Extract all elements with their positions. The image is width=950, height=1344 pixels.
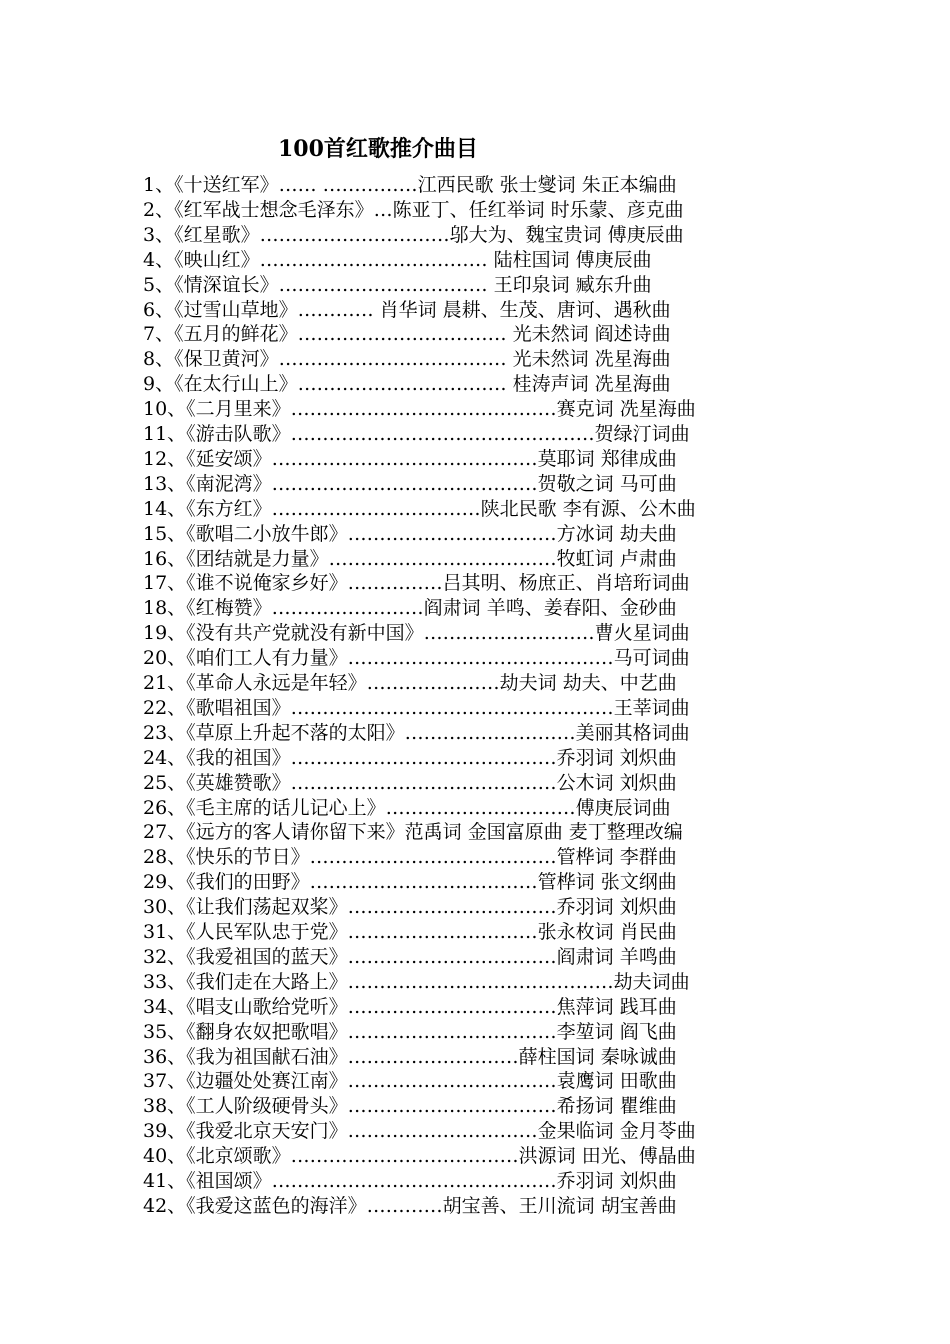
list-item: 12、《延安颂》……………………………………莫耶词 郑律成曲: [143, 447, 677, 470]
list-item: 2、《红军战士想念毛泽东》…陈亚丁、任红举词 时乐蒙、彦克曲: [143, 198, 684, 221]
list-item: 15、《歌唱二小放牛郎》……………………………方冰词 劫夫曲: [143, 522, 677, 545]
list-item: 21、《革命人永远是年轻》…………………劫夫词 劫夫、中艺曲: [143, 672, 677, 694]
list-item: 30、《让我们荡起双桨》……………………………乔羽词 刘炽曲: [143, 896, 677, 919]
list-item: 19、《没有共产党就没有新中国》………………………曹火星词曲: [143, 622, 690, 645]
list-item: 9、《在太行山上》…………………………… 桂涛声词 冼星海曲: [143, 373, 671, 396]
list-item: 25、《英雄赞歌》……………………………………公木词 刘炽曲: [143, 771, 677, 794]
list-item: 26、《毛主席的话儿记心上》…………………………傅庚辰词曲: [143, 796, 671, 819]
list-item: 8、《保卫黄河》……………………………… 光未然词 冼星海曲: [143, 348, 671, 371]
page-title: 100首红歌推介曲目: [278, 136, 478, 162]
list-item: 4、《映山红》……………………………… 陆柱国词 傅庚辰曲: [143, 248, 652, 271]
list-item: 28、《快乐的节日》…………………………………管桦词 李群曲: [143, 846, 677, 869]
list-item: 38、《工人阶级硬骨头》……………………………希扬词 瞿维曲: [143, 1095, 677, 1118]
list-item: 1、《十送红军》…… ……………江西民歌 张士燮词 朱正本编曲: [143, 174, 677, 196]
list-item: 40、《北京颂歌》………………………………洪源词 田光、傅晶曲: [143, 1145, 696, 1168]
list-item: 41、《祖国颂》………………………………………乔羽词 刘炽曲: [143, 1170, 677, 1192]
list-item: 14、《东方红》……………………………陕北民歌 李有源、公木曲: [143, 497, 696, 520]
list-item: 31、《人民军队忠于党》…………………………张永枚词 肖民曲: [143, 921, 677, 943]
list-item: 37、《边疆处处赛江南》……………………………袁鹰词 田歌曲: [143, 1070, 677, 1093]
list-item: 16、《团结就是力量》………………………………牧虹词 卢肃曲: [143, 547, 677, 570]
list-item: 36、《我为祖国献石油》………………………薛柱国词 秦咏诚曲: [143, 1045, 677, 1068]
list-item: 32、《我爱祖国的蓝天》……………………………阎肃词 羊鸣曲: [143, 945, 677, 968]
list-item: 33、《我们走在大路上》……………………………………劫夫词曲: [143, 970, 690, 993]
list-item: 13、《南泥湾》……………………………………贺敬之词 马可曲: [143, 472, 677, 495]
list-item: 3、《红星歌》…………………………邬大为、魏宝贵词 傅庚辰曲: [143, 223, 684, 246]
list-item: 22、《歌唱祖国》……………………………………………王莘词曲: [143, 696, 690, 719]
list-item: 7、《五月的鲜花》…………………………… 光未然词 阎述诗曲: [143, 323, 671, 346]
list-item: 10、《二月里来》……………………………………赛克词 冼星海曲: [143, 398, 696, 421]
list-item: 18、《红梅赞》……………………阎肃词 羊鸣、姜春阳、金砂曲: [143, 597, 677, 620]
list-item: 23、《草原上升起不落的太阳》………………………美丽其格词曲: [143, 721, 690, 744]
list-item: 39、《我爱北京天安门》…………………………金果临词 金月苓曲: [143, 1120, 696, 1143]
list-item: 29、《我们的田野》………………………………管桦词 张文纲曲: [143, 871, 677, 894]
list-item: 17、《谁不说俺家乡好》……………吕其明、杨庶正、肖培珩词曲: [143, 572, 690, 595]
list-item: 27、《远方的客人请你留下来》范禹词 金国富原曲 麦丁整理改编: [143, 821, 683, 844]
list-item: 42、《我爱这蓝色的海洋》…………胡宝善、王川流词 胡宝善曲: [143, 1194, 677, 1217]
list-item: 5、《情深谊长》…………………………… 王印泉词 臧东升曲: [143, 273, 652, 296]
list-item: 6、《过雪山草地》………… 肖华词 晨耕、生茂、唐诃、遇秋曲: [143, 298, 671, 321]
list-item: 24、《我的祖国》……………………………………乔羽词 刘炽曲: [143, 746, 677, 769]
list-item: 11、《游击队歌》…………………………………………贺绿汀词曲: [143, 423, 690, 445]
list-item: 20、《咱们工人有力量》……………………………………马可词曲: [143, 647, 690, 670]
list-item: 34、《唱支山歌给党听》……………………………焦萍词 践耳曲: [143, 995, 677, 1018]
list-item: 35、《翻身农奴把歌唱》……………………………李堃词 阎飞曲: [143, 1020, 677, 1043]
